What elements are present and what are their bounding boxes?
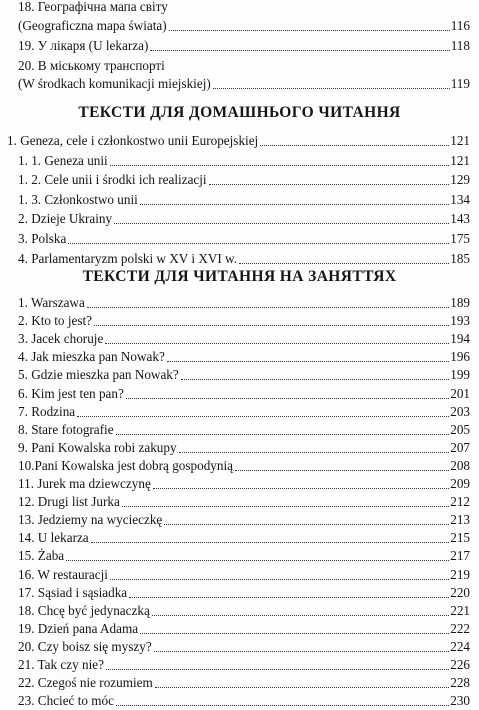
toc-page-number: 189 (450, 295, 470, 310)
dot-leader (68, 242, 449, 244)
toc-page-number: 201 (450, 385, 470, 401)
dot-leader (213, 87, 450, 89)
toc-entry[interactable] (18, 384, 470, 403)
toc-entry-label: 21. Tak czy nie? (18, 657, 104, 672)
toc-entry[interactable] (18, 151, 470, 170)
dot-leader (140, 203, 449, 205)
toc-entry-label: 4. Parlamentaryzm polski w XV i XVI w. (18, 250, 238, 266)
dot-leader (114, 222, 449, 224)
dot-leader (181, 378, 449, 380)
dot-leader (235, 469, 449, 471)
toc-entry-label: 15. Żaba (18, 548, 65, 564)
toc-page-number: 119 (450, 76, 470, 91)
toc-entry-label: 7. Rodzina (18, 403, 76, 419)
toc-entry[interactable] (18, 673, 470, 692)
toc-page-number: 221 (450, 602, 470, 618)
toc-page-number: 175 (450, 231, 470, 246)
toc-page-number: 207 (450, 439, 470, 455)
toc-page-number: 228 (450, 675, 470, 691)
toc-entry[interactable] (18, 209, 470, 228)
toc-entry-label: 9. Pani Kowalska robi zakupy (18, 439, 177, 455)
toc-entry[interactable] (18, 170, 470, 189)
toc-entry[interactable] (18, 583, 470, 602)
dot-leader (66, 559, 449, 561)
section-heading-class-reading: ТЕКСТИ ДЛЯ ЧИТАННЯ НА ЗАНЯТТЯХ (82, 268, 397, 285)
dot-leader (260, 144, 449, 146)
toc-entry[interactable] (18, 402, 470, 421)
dot-leader (167, 360, 449, 362)
toc-page-number: 116 (450, 18, 470, 33)
dot-leader (155, 686, 449, 688)
dot-leader (116, 704, 449, 706)
toc-page-number: 143 (450, 211, 470, 227)
toc-page-number: 215 (450, 530, 470, 546)
dot-leader (110, 578, 449, 580)
toc-page-number: 205 (450, 421, 470, 437)
toc-page-number: 224 (450, 638, 470, 654)
toc-page-number: 121 (450, 133, 470, 148)
dot-leader (77, 415, 449, 417)
toc-page-number: 213 (450, 512, 470, 528)
toc-page-number: 134 (450, 191, 470, 207)
dot-leader (150, 49, 449, 51)
dot-leader (140, 632, 449, 634)
toc-entry[interactable] (18, 456, 470, 475)
toc-entry[interactable] (18, 655, 470, 674)
toc-entry[interactable] (18, 691, 470, 710)
toc-entry[interactable] (18, 492, 470, 511)
toc-entry-18-line1: 18. Географічна мапа світу (18, 0, 168, 14)
dot-leader (87, 306, 449, 308)
dot-leader (122, 505, 449, 507)
toc-entry-label: 3. Jacek choruje (18, 331, 104, 347)
toc-entry-label: 3. Polska (18, 231, 67, 246)
toc-entry[interactable] (18, 190, 470, 209)
toc-page-number: 219 (450, 566, 470, 582)
toc-entry-label: 4. Jak mieszka pan Nowak? (18, 349, 165, 365)
toc-entry-label: 20. Czy boisz się myszy? (18, 638, 152, 654)
toc-entry[interactable] (18, 365, 470, 384)
toc-entry-label: 14. U lekarza (18, 530, 89, 546)
dot-leader (209, 183, 450, 185)
toc-entry-label: 1. 2. Cele unii i środki ich realizacji (18, 172, 207, 188)
toc-page-number: 209 (450, 476, 470, 491)
dot-leader (126, 397, 449, 399)
toc-entry-label: 2. Dzieje Ukrainy (18, 211, 113, 227)
dot-leader (110, 164, 450, 166)
toc-entry-label: 5. Gdzie mieszka pan Nowak? (18, 367, 179, 383)
toc-entry[interactable] (18, 420, 470, 439)
toc-entry[interactable] (18, 565, 470, 584)
toc-entry[interactable] (18, 474, 470, 493)
dot-leader (154, 650, 450, 652)
dot-leader (179, 451, 450, 453)
toc-page-number: 217 (450, 548, 470, 564)
toc-page-number: 185 (450, 250, 470, 266)
toc-entry-20-line1: 20. В міському транспорті (18, 58, 165, 73)
toc-entry-label: (W środkach komunikacji miejskiej) (18, 76, 211, 91)
toc-entry[interactable] (18, 528, 470, 547)
toc-entry[interactable] (18, 546, 470, 565)
toc-entry-label: 19. Dzień pana Adama (18, 620, 139, 636)
toc-entry-label: 18. Chcę być jedynaczką (18, 602, 150, 618)
dot-leader (129, 596, 449, 598)
toc-page-number: 203 (450, 403, 470, 419)
toc-entry[interactable] (7, 131, 470, 150)
dot-leader (153, 487, 449, 489)
toc-entry[interactable] (18, 619, 470, 638)
toc-page-number: 129 (450, 172, 470, 188)
dot-leader (169, 29, 450, 31)
toc-entry-19[interactable] (18, 36, 470, 55)
dot-leader (106, 668, 449, 670)
toc-entry-label: 12. Drugi list Jurka (18, 494, 120, 510)
toc-page-number: 118 (450, 38, 470, 53)
toc-entry-label: 23. Chcieć to móc (18, 693, 114, 709)
toc-page-number: 196 (450, 349, 470, 365)
toc-entry-label: 17. Sąsiad i sąsiadka (18, 584, 128, 600)
dot-leader (94, 324, 449, 326)
toc-entry-label: 16. W restauracji (18, 566, 108, 582)
toc-entry[interactable] (18, 347, 470, 366)
toc-entry-label: 8. Stare fotografie (18, 421, 114, 437)
dot-leader (239, 262, 449, 264)
toc-entry[interactable] (18, 311, 470, 330)
toc-entry[interactable] (18, 510, 470, 529)
toc-entry-label: 1. Geneza, cele i członkostwo unii Europejskiej (7, 133, 259, 148)
toc-entry-label: 22. Czegoś nie rozumiem (18, 675, 153, 691)
toc-entry-label: 10.Pani Kowalska jest dobrą gospodynią (18, 457, 233, 473)
toc-entry-label: 13. Jedziemy na wycieczkę (18, 512, 163, 528)
toc-page-number: 220 (450, 584, 470, 600)
section-heading-home-reading: ТЕКСТИ ДЛЯ ДОМАШНЬОГО ЧИТАННЯ (78, 104, 401, 121)
dot-leader (91, 541, 450, 543)
toc-entry-label: 19. У лікаря (U lekarza) (18, 38, 149, 53)
toc-entry-label: 1. Warszawa (18, 295, 85, 310)
toc-entry[interactable] (18, 293, 470, 312)
toc-entry-label: 11. Jurek ma dziewczynę (18, 476, 151, 491)
toc-entry-label: (Geograficzna mapa świata) (18, 18, 167, 33)
toc-page-number: 208 (450, 457, 470, 473)
dot-leader (164, 523, 449, 525)
toc-page-number: 212 (450, 494, 470, 510)
toc-page-number: 194 (450, 331, 470, 347)
toc-page-number: 121 (450, 152, 470, 168)
toc-entry-label: 2. Kto to jest? (18, 313, 92, 329)
toc-page-number: 222 (450, 620, 470, 636)
dot-leader (105, 342, 449, 344)
toc-entry-label: 6. Kim jest ten pan? (18, 385, 124, 401)
toc-entry[interactable] (18, 249, 470, 268)
toc-entry-20[interactable] (18, 74, 470, 93)
toc-page-number: 199 (450, 367, 470, 383)
toc-page-number: 230 (450, 693, 470, 709)
toc-entry[interactable] (18, 229, 470, 248)
dot-leader (116, 433, 450, 435)
toc-entry[interactable] (18, 637, 470, 656)
toc-page-number: 226 (450, 657, 470, 672)
toc-entry[interactable] (18, 601, 470, 620)
toc-entry[interactable] (18, 438, 470, 457)
toc-page-number: 193 (450, 313, 470, 329)
toc-entry-label: 1. 3. Członkostwo unii (18, 191, 138, 207)
toc-entry[interactable] (18, 329, 470, 348)
dot-leader (152, 614, 449, 616)
toc-entry-18[interactable] (18, 16, 470, 35)
toc-entry-label: 1. 1. Geneza unii (18, 152, 108, 168)
